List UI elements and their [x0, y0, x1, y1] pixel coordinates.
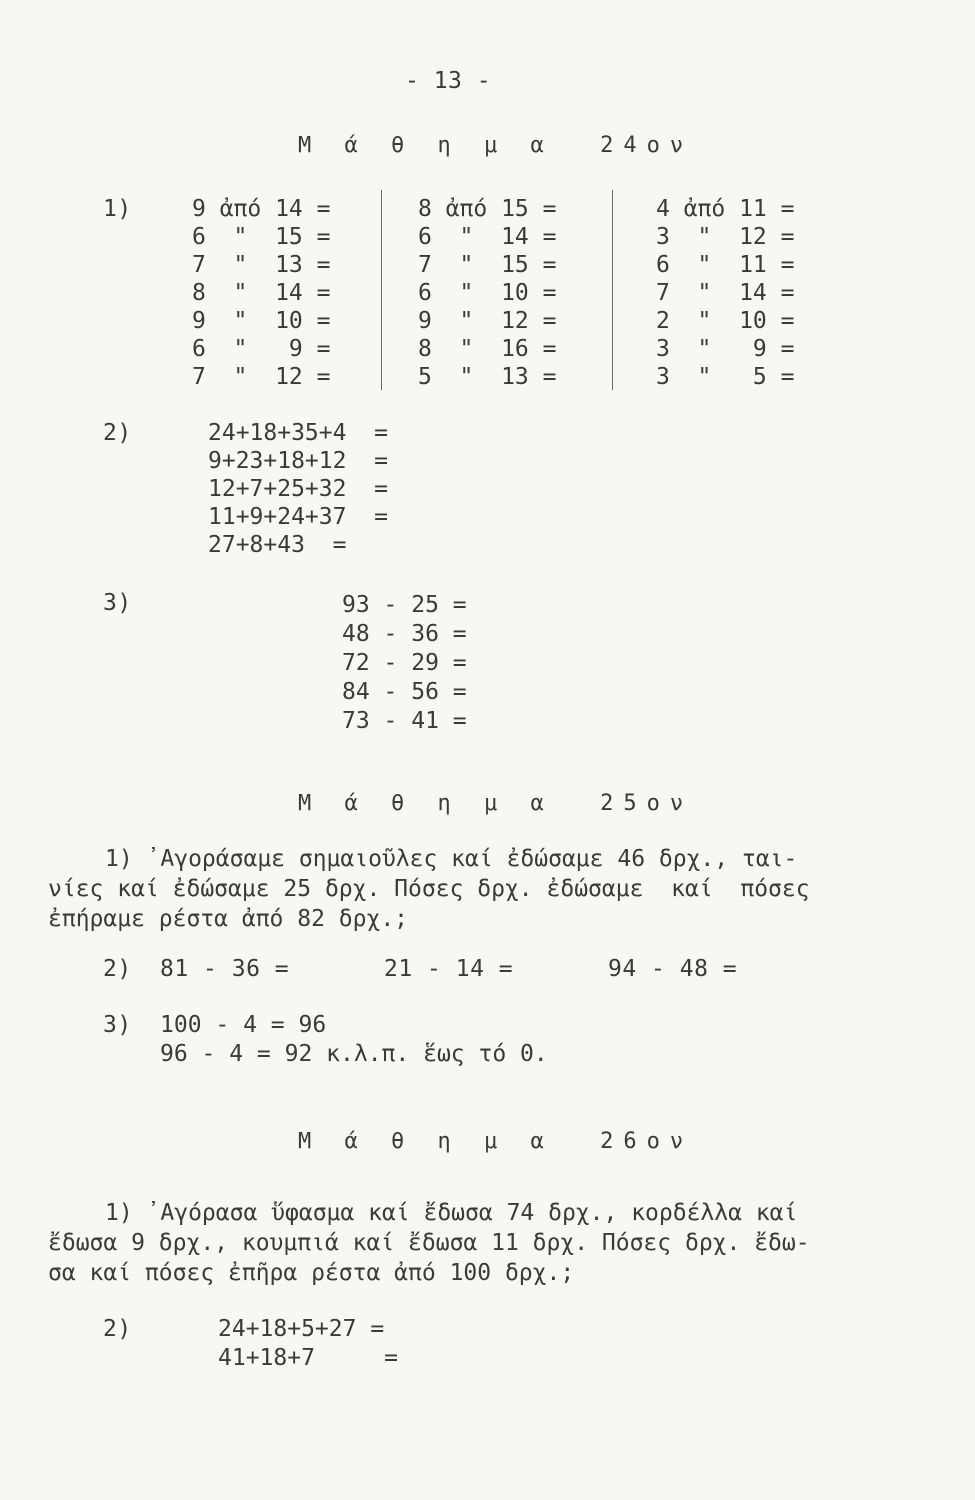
list-item: 7 " 13 =	[192, 252, 331, 278]
lesson-25-heading: Μ ά θ η μ α 25ον	[298, 791, 694, 816]
list-item: 9 " 12 =	[418, 308, 557, 334]
list-item: 4 ἀπό 11 =	[656, 196, 795, 222]
problem-line: ἐπήραμε ρέστα ἀπό 82 δρχ.;	[48, 906, 409, 932]
list-item: 84 - 56 =	[342, 679, 467, 705]
list-item: 2 " 10 =	[656, 308, 795, 334]
list-item: 7 " 14 =	[656, 280, 795, 306]
problem-line: 1) ᾿Αγοράσαμε σημαιοῦλες καί ἐδώσαμε 46 δρχ., ται-	[105, 846, 798, 872]
list-item: 100 - 4 = 96	[160, 1012, 327, 1038]
list-item: 24+18+35+4 =	[208, 420, 389, 446]
list-item: 8 " 16 =	[418, 336, 557, 362]
list-item: 12+7+25+32 =	[208, 476, 389, 502]
list-item: 41+18+7 =	[218, 1345, 399, 1371]
lesson-24-heading: Μ ά θ η μ α 24ον	[298, 133, 694, 158]
lesson-24-ex1-label: 1)	[103, 196, 132, 222]
lesson-25-ex2-label: 2)	[103, 956, 132, 982]
list-item: 6 " 14 =	[418, 224, 557, 250]
list-item: 96 - 4 = 92 κ.λ.π. ἕως τό 0.	[160, 1041, 548, 1067]
list-item: 48 - 36 =	[342, 621, 467, 647]
problem-line: σα καί πόσες ἐπῆρα ρέστα ἀπό 100 δρχ.;	[48, 1260, 575, 1286]
lesson-25-ex3-label: 3)	[103, 1012, 132, 1038]
lesson-25-ex2-a: 81 - 36 =	[160, 956, 290, 982]
list-item: 72 - 29 =	[342, 650, 467, 676]
lesson-26-ex2-label: 2)	[103, 1316, 132, 1342]
list-item: 7 " 12 =	[192, 364, 331, 390]
problem-line: ἔδωσα 9 δρχ., κουμπιά καί ἔδωσα 11 δρχ. Πόσες δρχ. ἔδω-	[48, 1230, 810, 1256]
list-item: 3 " 12 =	[656, 224, 795, 250]
column-divider	[612, 190, 613, 390]
lesson-24-ex3-label: 3)	[103, 590, 132, 616]
list-item: 8 " 14 =	[192, 280, 331, 306]
list-item: 7 " 15 =	[418, 252, 557, 278]
list-item: 27+8+43 =	[208, 532, 347, 558]
list-item: 3 " 5 =	[656, 364, 795, 390]
list-item: 73 - 41 =	[342, 708, 467, 734]
lesson-25-ex2-b: 21 - 14 =	[384, 956, 514, 982]
problem-line: νίες καί ἐδώσαμε 25 δρχ. Πόσες δρχ. ἐδώσαμε καί πόσες	[48, 876, 810, 902]
list-item: 11+9+24+37 =	[208, 504, 389, 530]
list-item: 9 " 10 =	[192, 308, 331, 334]
page-number: - 13 -	[405, 68, 492, 94]
list-item: 9+23+18+12 =	[208, 448, 389, 474]
list-item: 24+18+5+27 =	[218, 1316, 385, 1342]
list-item: 9 ἀπό 14 =	[192, 196, 331, 222]
column-divider	[381, 190, 382, 390]
lesson-24-ex2-label: 2)	[103, 420, 132, 446]
list-item: 6 " 9 =	[192, 336, 331, 362]
list-item: 8 ἀπό 15 =	[418, 196, 557, 222]
list-item: 6 " 11 =	[656, 252, 795, 278]
lesson-26-heading: Μ ά θ η μ α 26ον	[298, 1129, 694, 1154]
lesson-25-ex2-c: 94 - 48 =	[608, 956, 738, 982]
list-item: 6 " 15 =	[192, 224, 331, 250]
list-item: 5 " 13 =	[418, 364, 557, 390]
list-item: 3 " 9 =	[656, 336, 795, 362]
list-item: 6 " 10 =	[418, 280, 557, 306]
problem-line: 1) ᾿Αγόρασα ὕφασμα καί ἔδωσα 74 δρχ., κορδέλλα καί	[105, 1200, 798, 1226]
list-item: 93 - 25 =	[342, 592, 467, 618]
